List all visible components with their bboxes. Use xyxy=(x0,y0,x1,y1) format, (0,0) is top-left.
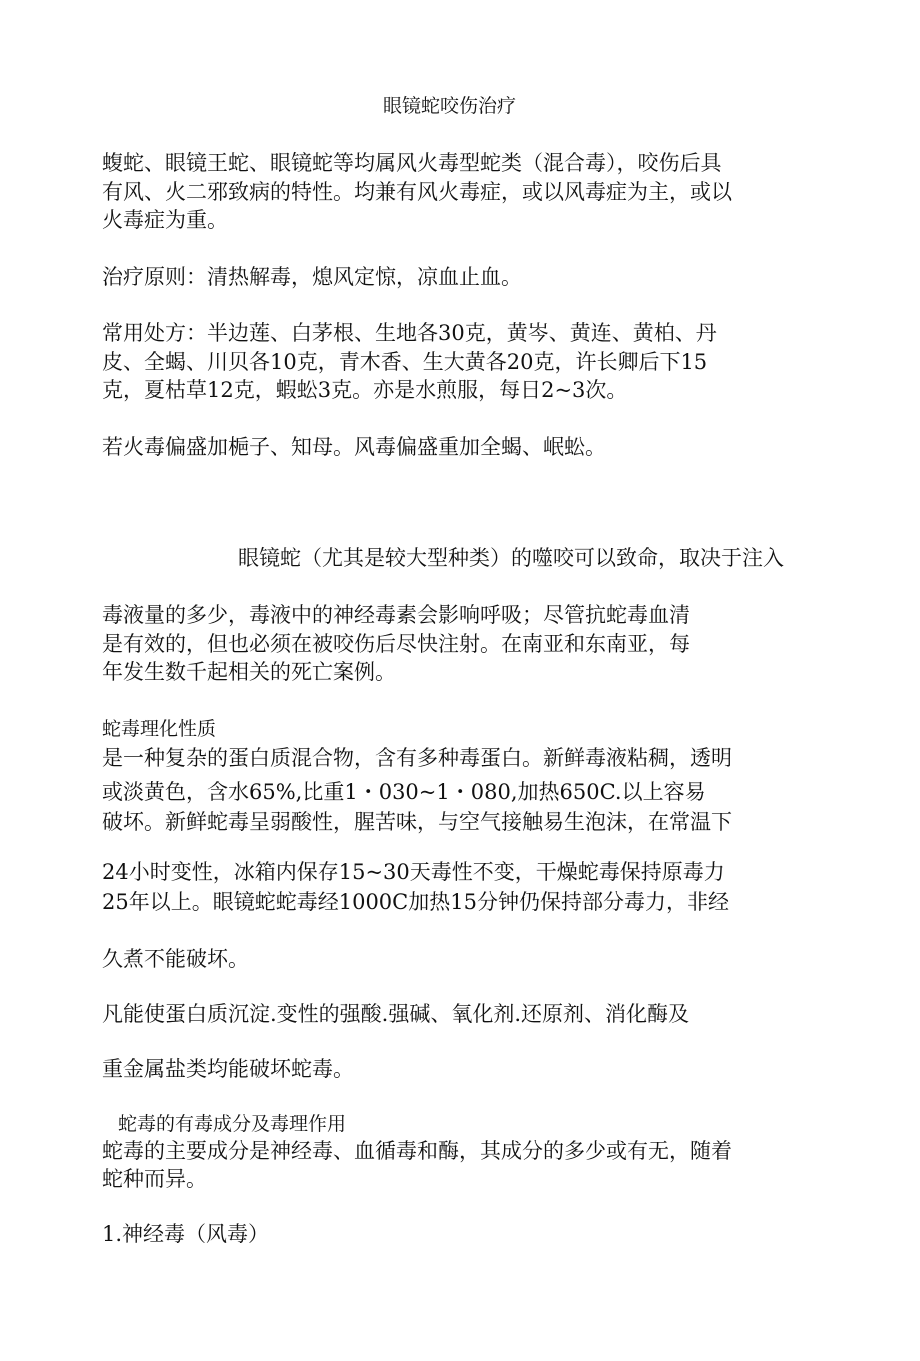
danger-line-1: 毒液量的多少，毒液中的神经毒素会影响呼吸；尽管抗蛇毒血清 xyxy=(102,603,690,627)
components-line-2: 蛇种而异。 xyxy=(102,1167,207,1191)
properties-line-4: 24小时变性，冰箱内保存15~30天毒性不变，干燥蛇毒保持原毒力 xyxy=(102,860,725,884)
danger-line-2: 是有效的，但也必须在被咬伤后尽快注射。在南亚和东南亚，每 xyxy=(102,632,690,656)
properties-line-6: 久煮不能破坏。 xyxy=(102,947,249,971)
intro-line-2: 有风、火二邪致病的特性。均兼有风火毒症，或以风毒症为主，或以 xyxy=(102,180,732,204)
intro-line-3: 火毒症为重。 xyxy=(102,208,228,232)
document-title: 眼镜蛇咬伤治疗 xyxy=(383,95,517,117)
properties-line-8: 重金属盐类均能破坏蛇毒。 xyxy=(102,1057,354,1081)
components-heading: 蛇毒的有毒成分及毒理作用 xyxy=(118,1113,347,1135)
prescription-line-3: 克，夏枯草12克，蝦蚣3克。亦是水煎服，每日2~3次。 xyxy=(102,378,628,402)
intro-line-1: 蝮蛇、眼镜王蛇、眼镜蛇等均属风火毒型蛇类（混合毒），咬伤后具 xyxy=(102,151,722,175)
properties-line-5: 25年以上。眼镜蛇蛇毒经1000C加热15分钟仍保持部分毒力，非经 xyxy=(102,890,729,914)
adjustment-note: 若火毒偏盛加梔子、知母。风毒偏盛重加全蝎、岷蚣。 xyxy=(102,435,606,459)
item-neurotoxin-heading: 1.神经毒（风毒） xyxy=(102,1222,270,1246)
properties-heading: 蛇毒理化性质 xyxy=(102,718,217,740)
components-line-1: 蛇毒的主要成分是神经毒、血循毒和酶，其成分的多少或有无，随着 xyxy=(102,1139,732,1163)
properties-line-2: 或淡黄色，含水65%,比重1・030~1・080,加热650C.以上容易 xyxy=(102,780,706,804)
properties-line-3: 破坏。新鲜蛇毒呈弱酸性，腥苦味，与空气接触易生泡沫，在常温下 xyxy=(102,810,732,834)
prescription-line-1: 常用处方：半边莲、白茅根、生地各30克，黄岑、黄连、黄柏、丹 xyxy=(102,321,717,345)
danger-line-3: 年发生数千起相关的死亡案例。 xyxy=(102,660,396,684)
properties-line-1: 是一种复杂的蛋白质混合物，含有多种毒蛋白。新鲜毒液粘稠，透明 xyxy=(102,746,732,770)
prescription-line-2: 皮、全蝎、川贝各10克，青木香、生大黄各20克，许长卿后下15 xyxy=(102,350,708,374)
properties-line-7: 凡能使蛋白质沉淀.变性的强酸.强碱、氧化剂.还原剂、消化酶及 xyxy=(102,1002,690,1026)
treatment-principle: 治疗原则：清热解毒，熄风定惊，凉血止血。 xyxy=(102,265,522,289)
danger-lead: 眼镜蛇（尤其是较大型种类）的噬咬可以致命，取决于注入 xyxy=(238,546,784,570)
